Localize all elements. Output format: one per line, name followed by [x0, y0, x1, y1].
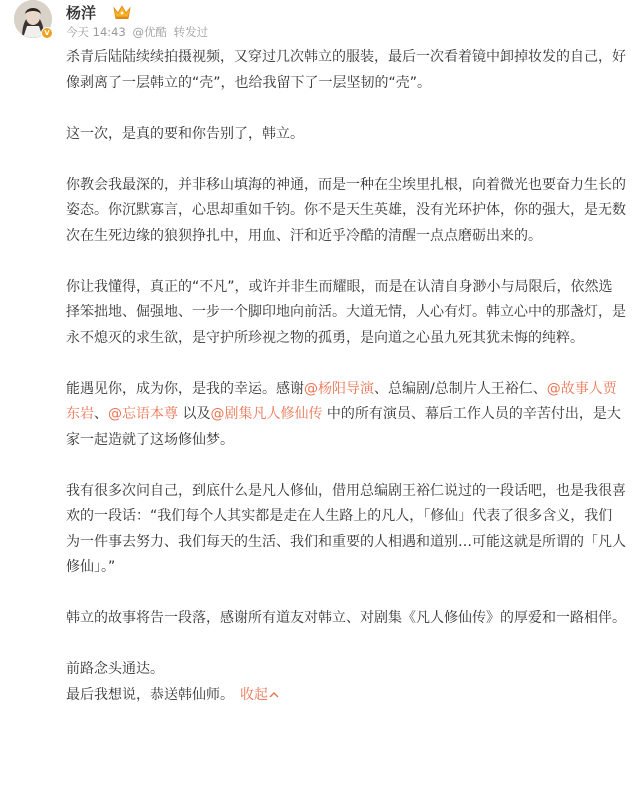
chevron-up-icon	[269, 691, 279, 699]
post-time: 今天 14:43	[66, 25, 126, 39]
collapse-label: 收起	[240, 686, 268, 703]
paragraph-7: 韩立的故事将告一段落，感谢所有道友对韩立、对剧集《凡人修仙传》的厚爱和一路相伴。	[66, 610, 626, 626]
paragraph-5-text-5: 中的所有演员、幕后工作人员的辛苦付出，是大家一起造就了这场修仙梦。	[66, 406, 621, 448]
mention-gushiren-jiadongyan[interactable]: @故事人贾东岩	[66, 380, 617, 422]
user-name[interactable]: 杨洋	[66, 4, 97, 22]
paragraph-1: 杀青后陆陆续续拍摄视频，又穿过几次韩立的服装，最后一次看着镜中卸掉妆发的自己，好像剥离了一层韩立的“壳”，也给我留下了一层坚韧的“壳”。	[66, 49, 626, 91]
verified-badge-icon: V	[41, 27, 53, 39]
post-content	[66, 45, 626, 708]
paragraph-8a: 前路念头通达。	[66, 661, 164, 677]
paragraph-5-text-2: 、总编剧/总制片人王裕仁、	[374, 380, 547, 397]
member-crown-icon[interactable]	[112, 4, 132, 20]
collapse-button[interactable]	[240, 687, 279, 703]
post-source[interactable]: @优酷	[132, 25, 167, 39]
paragraph-5	[66, 377, 626, 454]
paragraph-5-text-1: 能遇见你，成为你，是我的幸运。感谢	[66, 380, 304, 397]
paragraph-8b-text: 最后我想说，恭送韩仙师。	[66, 686, 234, 703]
post-meta	[66, 25, 211, 39]
mention-yangyang-director[interactable]: @杨阳导演	[304, 380, 374, 397]
post-action: 转发过	[173, 25, 209, 39]
paragraph-5-text-3: 、	[94, 406, 108, 422]
paragraph-6: 我有很多次问自己，到底什么是凡人修仙，借用总编剧王裕仁说过的一段话吧，也是我很喜欢的一段话：“我们每个人其实都是走在人生路上的凡人，「修仙」代表了很多含义，我们为一件事去努力、我们每天的生活、我们和重要的人相遇和道别…可能这就是所谓的「凡人修仙」。”	[66, 482, 626, 575]
paragraph-5-text-4: 以及	[178, 406, 211, 422]
mention-drama-fanren-xiuxian[interactable]: @剧集凡人修仙传	[210, 406, 323, 422]
mention-wangyu-benzun[interactable]: @忘语本尊	[108, 406, 178, 422]
paragraph-2: 这一次，是真的要和你告别了，韩立。	[66, 125, 304, 142]
paragraph-4: 你让我懂得，真正的“不凡”，或许并非生而耀眼，而是在认清自身渺小与局限后，依然选择笨拙地、倔强地、一步一个脚印地向前活。大道无情，人心有灯。韩立心中的那盏灯，是永不熄灭的求生欲，是守护所珍视之物的孤勇，是向道之心虽九死其犹未悔的纯粹。	[66, 278, 626, 346]
paragraph-3: 你教会我最深的，并非移山填海的神通，而是一种在尘埃里扎根，向着微光也要奋力生长的姿态。你沉默寡言，心思却重如千钧。你不是天生英雄，没有光环护体，你的强大，是无数次在生死边缘的狼狈挣扎中，用血、汗和近乎冷酷的清醒一点点磨砺出来的。	[66, 176, 626, 244]
paragraph-8b	[66, 683, 626, 709]
